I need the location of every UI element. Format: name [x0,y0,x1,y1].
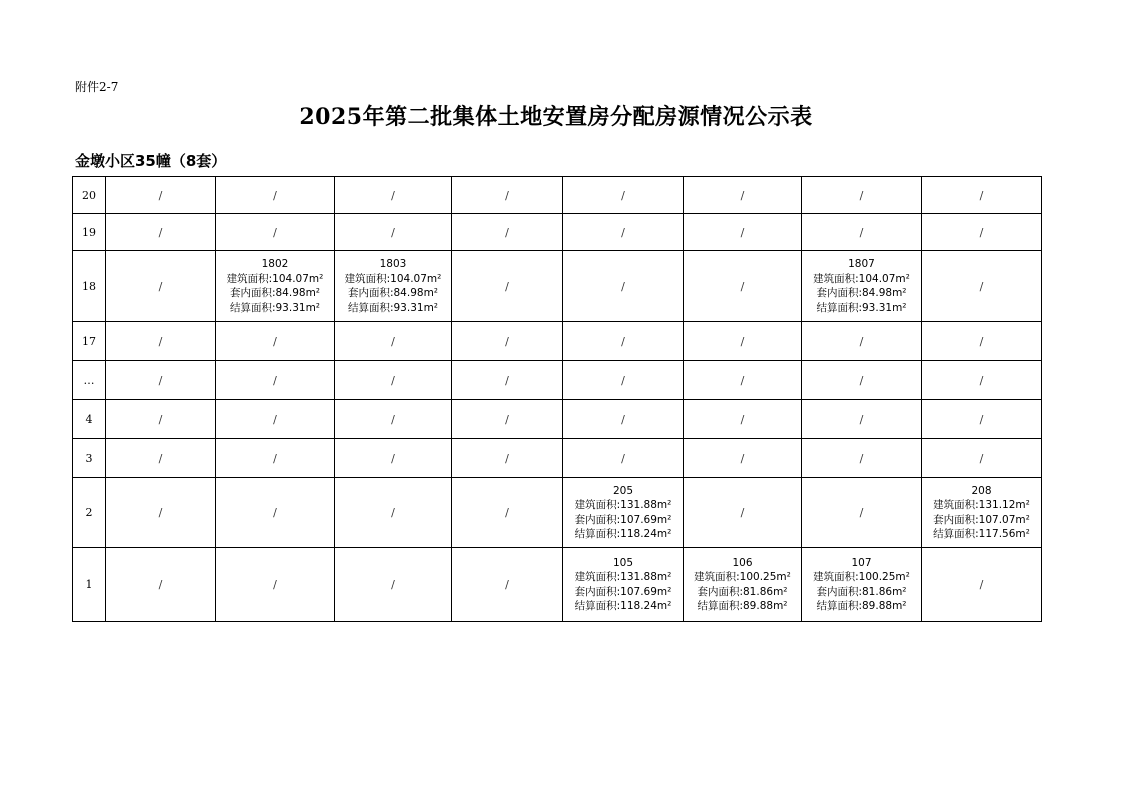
empty-cell: / [922,548,1042,622]
table-row [73,251,1042,322]
floor-label: 2 [73,478,106,548]
unit-number: 208 [971,484,992,497]
unit-info [335,257,451,315]
empty-cell: / [684,361,802,400]
floor-label: 3 [73,439,106,478]
empty-cell: / [802,177,922,214]
empty-cell: / [335,439,452,478]
gross-area: 建筑面积:104.07m² [226,272,324,285]
empty-cell: / [106,251,216,322]
unit-info [563,484,683,542]
empty-cell: / [216,214,335,251]
gross-area: 建筑面积:104.07m² [813,272,910,285]
empty-cell: / [106,214,216,251]
unit-cell [563,548,684,622]
settlement-area: 结算面积:89.88m² [816,600,907,612]
unit-info [563,556,683,614]
page-title: 2025年第二批集体土地安置房分配房源情况公示表 [299,104,813,130]
settlement-area: 结算面积:89.88m² [697,600,788,612]
empty-cell: / [684,251,802,322]
empty-cell: / [452,439,563,478]
table-row [73,322,1042,361]
empty-cell: / [106,361,216,400]
empty-cell: / [452,177,563,214]
inner-area: 套内面积:107.69m² [574,513,672,526]
empty-cell: / [563,400,684,439]
empty-cell: / [922,177,1042,214]
empty-cell: / [452,322,563,361]
table-row [73,177,1042,214]
unit-number: 1802 [261,258,289,270]
empty-cell: / [106,400,216,439]
floor-label: … [73,361,106,400]
empty-cell: / [335,322,452,361]
inner-area: 套内面积:81.86m² [816,585,907,598]
unit-cell [216,251,335,322]
housing-allocation-table [72,176,1042,622]
empty-cell: / [452,214,563,251]
empty-cell: / [563,439,684,478]
gross-area: 建筑面积:131.88m² [574,499,672,511]
unit-info [802,257,921,315]
inner-area: 套内面积:84.98m² [347,287,439,299]
unit-cell [684,548,802,622]
table-row [73,548,1042,622]
inner-area: 套内面积:81.86m² [697,585,788,598]
empty-cell: / [563,361,684,400]
unit-number: 205 [612,484,634,497]
unit-number: 105 [612,556,634,569]
empty-cell: / [335,361,452,400]
unit-number: 1807 [848,258,875,270]
unit-cell [802,548,922,622]
empty-cell: / [106,548,216,622]
empty-cell: / [922,251,1042,322]
empty-cell: / [684,214,802,251]
empty-cell: / [802,478,922,548]
empty-cell: / [216,548,335,622]
table-row [73,400,1042,439]
gross-area: 建筑面积:131.88m² [574,571,672,583]
empty-cell: / [106,177,216,214]
empty-cell: / [216,400,335,439]
empty-cell: / [684,400,802,439]
table-row [73,361,1042,400]
settlement-area: 结算面积:93.31m² [347,301,439,314]
floor-label: 20 [73,177,106,214]
floor-label: 4 [73,400,106,439]
floor-label: 1 [73,548,106,622]
empty-cell: / [216,478,335,548]
unit-number: 106 [732,556,753,569]
unit-info [684,556,801,614]
table-body [73,177,1042,622]
unit-info [802,556,921,614]
empty-cell: / [335,478,452,548]
gross-area: 建筑面积:131.12m² [933,499,1030,511]
empty-cell: / [106,478,216,548]
gross-area: 建筑面积:104.07m² [344,272,442,285]
empty-cell: / [802,439,922,478]
empty-cell: / [216,322,335,361]
gross-area: 建筑面积:100.25m² [694,571,791,583]
empty-cell: / [106,439,216,478]
table-row [73,478,1042,548]
settlement-area: 结算面积:93.31m² [816,301,907,314]
inner-area: 套内面积:107.69m² [574,585,672,598]
unit-cell [335,251,452,322]
inner-area: 套内面积:84.98m² [816,287,907,299]
unit-number: 107 [851,556,872,569]
empty-cell: / [452,251,563,322]
attachment-label: 附件2-7 [75,80,119,94]
empty-cell: / [802,214,922,251]
empty-cell: / [802,322,922,361]
inner-area: 套内面积:84.98m² [229,287,321,299]
empty-cell: / [922,400,1042,439]
empty-cell: / [563,322,684,361]
settlement-area: 结算面积:118.24m² [574,528,672,540]
empty-cell: / [684,478,802,548]
empty-cell: / [684,177,802,214]
unit-info [922,484,1041,542]
empty-cell: / [922,322,1042,361]
empty-cell: / [216,361,335,400]
unit-cell [563,478,684,548]
floor-label: 18 [73,251,106,322]
empty-cell: / [335,214,452,251]
empty-cell: / [106,322,216,361]
empty-cell: / [335,548,452,622]
unit-cell [922,478,1042,548]
building-subtitle: 金墩小区35幢（8套） [75,152,227,170]
gross-area: 建筑面积:100.25m² [813,571,910,583]
unit-info [216,257,334,315]
empty-cell: / [563,214,684,251]
empty-cell: / [216,439,335,478]
empty-cell: / [802,361,922,400]
empty-cell: / [922,214,1042,251]
empty-cell: / [452,361,563,400]
settlement-area: 结算面积:93.31m² [229,301,321,314]
empty-cell: / [452,548,563,622]
empty-cell: / [802,400,922,439]
empty-cell: / [563,177,684,214]
unit-number: 1803 [379,258,407,270]
empty-cell: / [922,361,1042,400]
floor-label: 19 [73,214,106,251]
settlement-area: 结算面积:118.24m² [574,600,672,612]
empty-cell: / [684,439,802,478]
inner-area: 套内面积:107.07m² [933,513,1030,526]
empty-cell: / [452,478,563,548]
settlement-area: 结算面积:117.56m² [933,528,1030,540]
table-row [73,439,1042,478]
empty-cell: / [335,177,452,214]
empty-cell: / [216,177,335,214]
table-row [73,214,1042,251]
empty-cell: / [335,400,452,439]
empty-cell: / [922,439,1042,478]
unit-cell [802,251,922,322]
floor-label: 17 [73,322,106,361]
empty-cell: / [452,400,563,439]
empty-cell: / [563,251,684,322]
empty-cell: / [684,322,802,361]
